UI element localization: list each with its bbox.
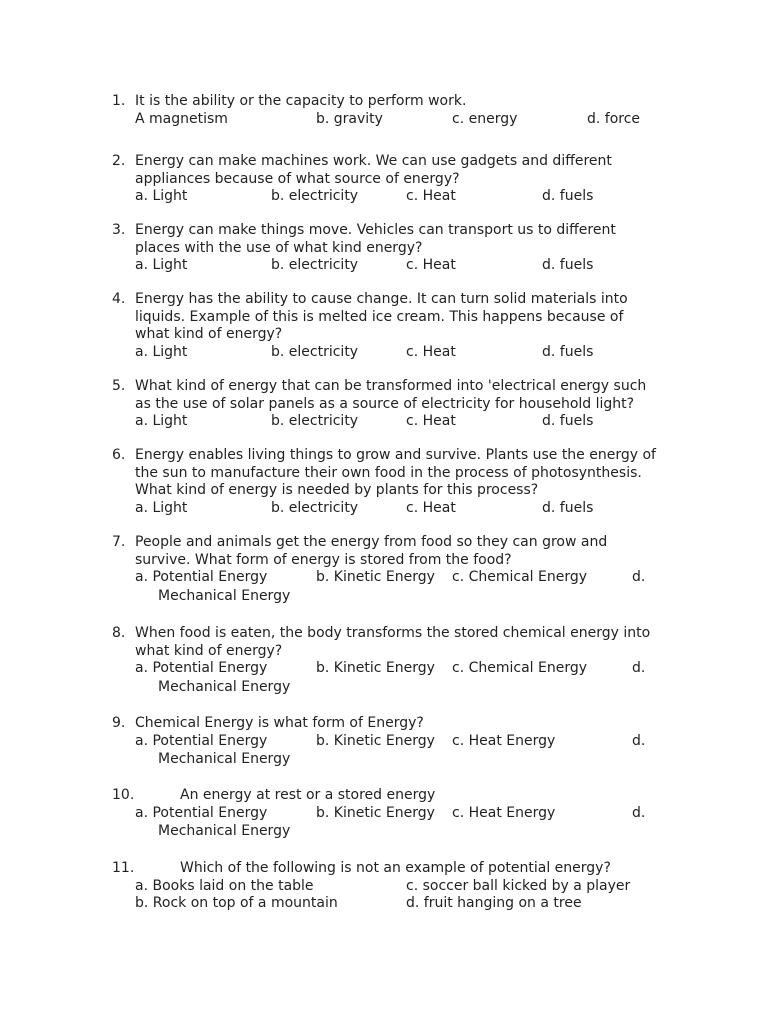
question-text: what kind of energy? xyxy=(135,642,283,659)
option-d-continued: Mechanical Energy xyxy=(158,678,291,695)
option-a: a. Light xyxy=(135,499,188,516)
answer-options xyxy=(112,660,692,678)
answer-options xyxy=(112,895,692,913)
question-text: Energy has the ability to cause change. It can turn solid materials into xyxy=(135,291,628,307)
option-d: d. xyxy=(632,569,646,585)
question-number: 7. xyxy=(112,534,126,550)
question-1 xyxy=(112,93,692,128)
question-text: Chemical Energy is what form of Energy? xyxy=(135,715,424,731)
question-text: Which of the following is not an example of potential energy? xyxy=(180,860,611,876)
option-d: d. fuels xyxy=(542,188,594,204)
question-number: 9. xyxy=(112,715,126,731)
question-number: 10. xyxy=(112,787,135,803)
option-a: a. Light xyxy=(135,257,188,273)
option-a: a. Light xyxy=(135,413,188,429)
option-d-continued: Mechanical Energy xyxy=(158,587,291,604)
option-d: d. fuels xyxy=(542,413,594,429)
answer-options xyxy=(112,344,692,362)
option-d-continued: Mechanical Energy xyxy=(158,751,291,767)
option-b: b. Kinetic Energy xyxy=(316,804,435,821)
option-b: b. electricity xyxy=(271,257,359,273)
question-text: what kind of energy? xyxy=(135,326,283,342)
answer-options xyxy=(112,733,692,751)
question-number: 6. xyxy=(112,447,126,463)
option-d: d. fruit hanging on a tree xyxy=(406,895,582,911)
option-a: A magnetism xyxy=(135,110,228,127)
question-text: Energy enables living things to grow and survive. Plants use the energy of xyxy=(135,447,656,463)
question-number: 4. xyxy=(112,291,126,307)
option-d-continued: Mechanical Energy xyxy=(158,823,291,839)
option-c: c. Chemical Energy xyxy=(452,569,588,585)
option-c: c. soccer ball kicked by a player xyxy=(406,877,631,894)
question-text: as the use of solar panels as a source of electricity for household light? xyxy=(135,395,635,412)
option-b: b. gravity xyxy=(316,110,383,127)
answer-options xyxy=(112,500,692,518)
option-b: b. electricity xyxy=(271,413,359,429)
question-text: An energy at rest or a stored energy xyxy=(180,787,436,803)
answer-options xyxy=(112,188,692,206)
answer-options xyxy=(112,878,692,896)
option-a: a. Potential Energy xyxy=(135,732,268,749)
question-6 xyxy=(112,447,692,517)
question-4 xyxy=(112,291,692,361)
question-11 xyxy=(112,860,692,913)
answer-options xyxy=(112,805,692,823)
option-a: a. Light xyxy=(135,188,188,204)
option-d: d. force xyxy=(587,110,641,127)
option-d: d. fuels xyxy=(542,257,594,273)
question-number: 5. xyxy=(112,378,126,394)
option-a: a. Light xyxy=(135,343,188,360)
option-a: a. Books laid on the table xyxy=(135,877,314,894)
question-text: appliances because of what source of energy? xyxy=(135,170,460,187)
option-b: b. Kinetic Energy xyxy=(316,660,435,676)
option-c: c. Heat Energy xyxy=(452,804,556,821)
option-d: d. xyxy=(632,660,646,676)
question-number: 1. xyxy=(112,93,126,109)
question-text: People and animals get the energy from food so they can grow and xyxy=(135,534,608,550)
question-text: Energy can make things move. Vehicles can transport us to different xyxy=(135,222,616,238)
option-c: c. Chemical Energy xyxy=(452,660,588,676)
option-d: d. xyxy=(632,804,646,821)
option-c: c. Heat xyxy=(406,343,456,360)
option-b: b. electricity xyxy=(271,188,359,204)
question-number: 8. xyxy=(112,625,126,641)
option-b: b. Kinetic Energy xyxy=(316,569,435,585)
answer-options xyxy=(112,569,692,587)
option-c: c. Heat Energy xyxy=(452,732,556,749)
question-10 xyxy=(112,787,692,841)
question-7 xyxy=(112,534,692,605)
question-5 xyxy=(112,378,692,431)
question-number: 11. xyxy=(112,860,135,876)
question-text: What kind of energy that can be transformed into 'electrical energy such xyxy=(135,378,647,394)
question-text: Energy can make machines work. We can use gadgets and different xyxy=(135,153,612,169)
question-number: 3. xyxy=(112,222,126,238)
option-c: c. Heat xyxy=(406,188,456,204)
option-b: b. Rock on top of a mountain xyxy=(135,895,338,911)
option-b: b. electricity xyxy=(271,343,359,360)
question-3 xyxy=(112,222,692,275)
answer-options xyxy=(112,111,692,129)
option-c: c. energy xyxy=(452,110,518,127)
answer-options xyxy=(112,413,692,431)
option-a: a. Potential Energy xyxy=(135,569,268,585)
option-c: c. Heat xyxy=(406,499,456,516)
option-d: d. fuels xyxy=(542,343,594,360)
question-9 xyxy=(112,715,692,769)
question-2 xyxy=(112,153,692,206)
answer-options xyxy=(112,257,692,275)
question-text: It is the ability or the capacity to perform work. xyxy=(135,93,467,109)
question-text: places with the use of what kind energy? xyxy=(135,239,423,256)
question-text: survive. What form of energy is stored from the food? xyxy=(135,551,512,568)
option-d: d. fuels xyxy=(542,499,594,516)
question-text: What kind of energy is needed by plants for this process? xyxy=(135,482,539,498)
question-8 xyxy=(112,625,692,696)
question-text: When food is eaten, the body transforms the stored chemical energy into xyxy=(135,625,651,641)
option-a: a. Potential Energy xyxy=(135,804,268,821)
question-number: 2. xyxy=(112,153,126,169)
option-a: a. Potential Energy xyxy=(135,660,268,676)
option-d: d. xyxy=(632,732,646,749)
option-b: b. Kinetic Energy xyxy=(316,732,435,749)
option-b: b. electricity xyxy=(271,499,359,516)
question-text: the sun to manufacture their own food in the process of photosynthesis. xyxy=(135,464,642,481)
question-text: liquids. Example of this is melted ice cream. This happens because of xyxy=(135,308,624,325)
option-c: c. Heat xyxy=(406,413,456,429)
option-c: c. Heat xyxy=(406,257,456,273)
